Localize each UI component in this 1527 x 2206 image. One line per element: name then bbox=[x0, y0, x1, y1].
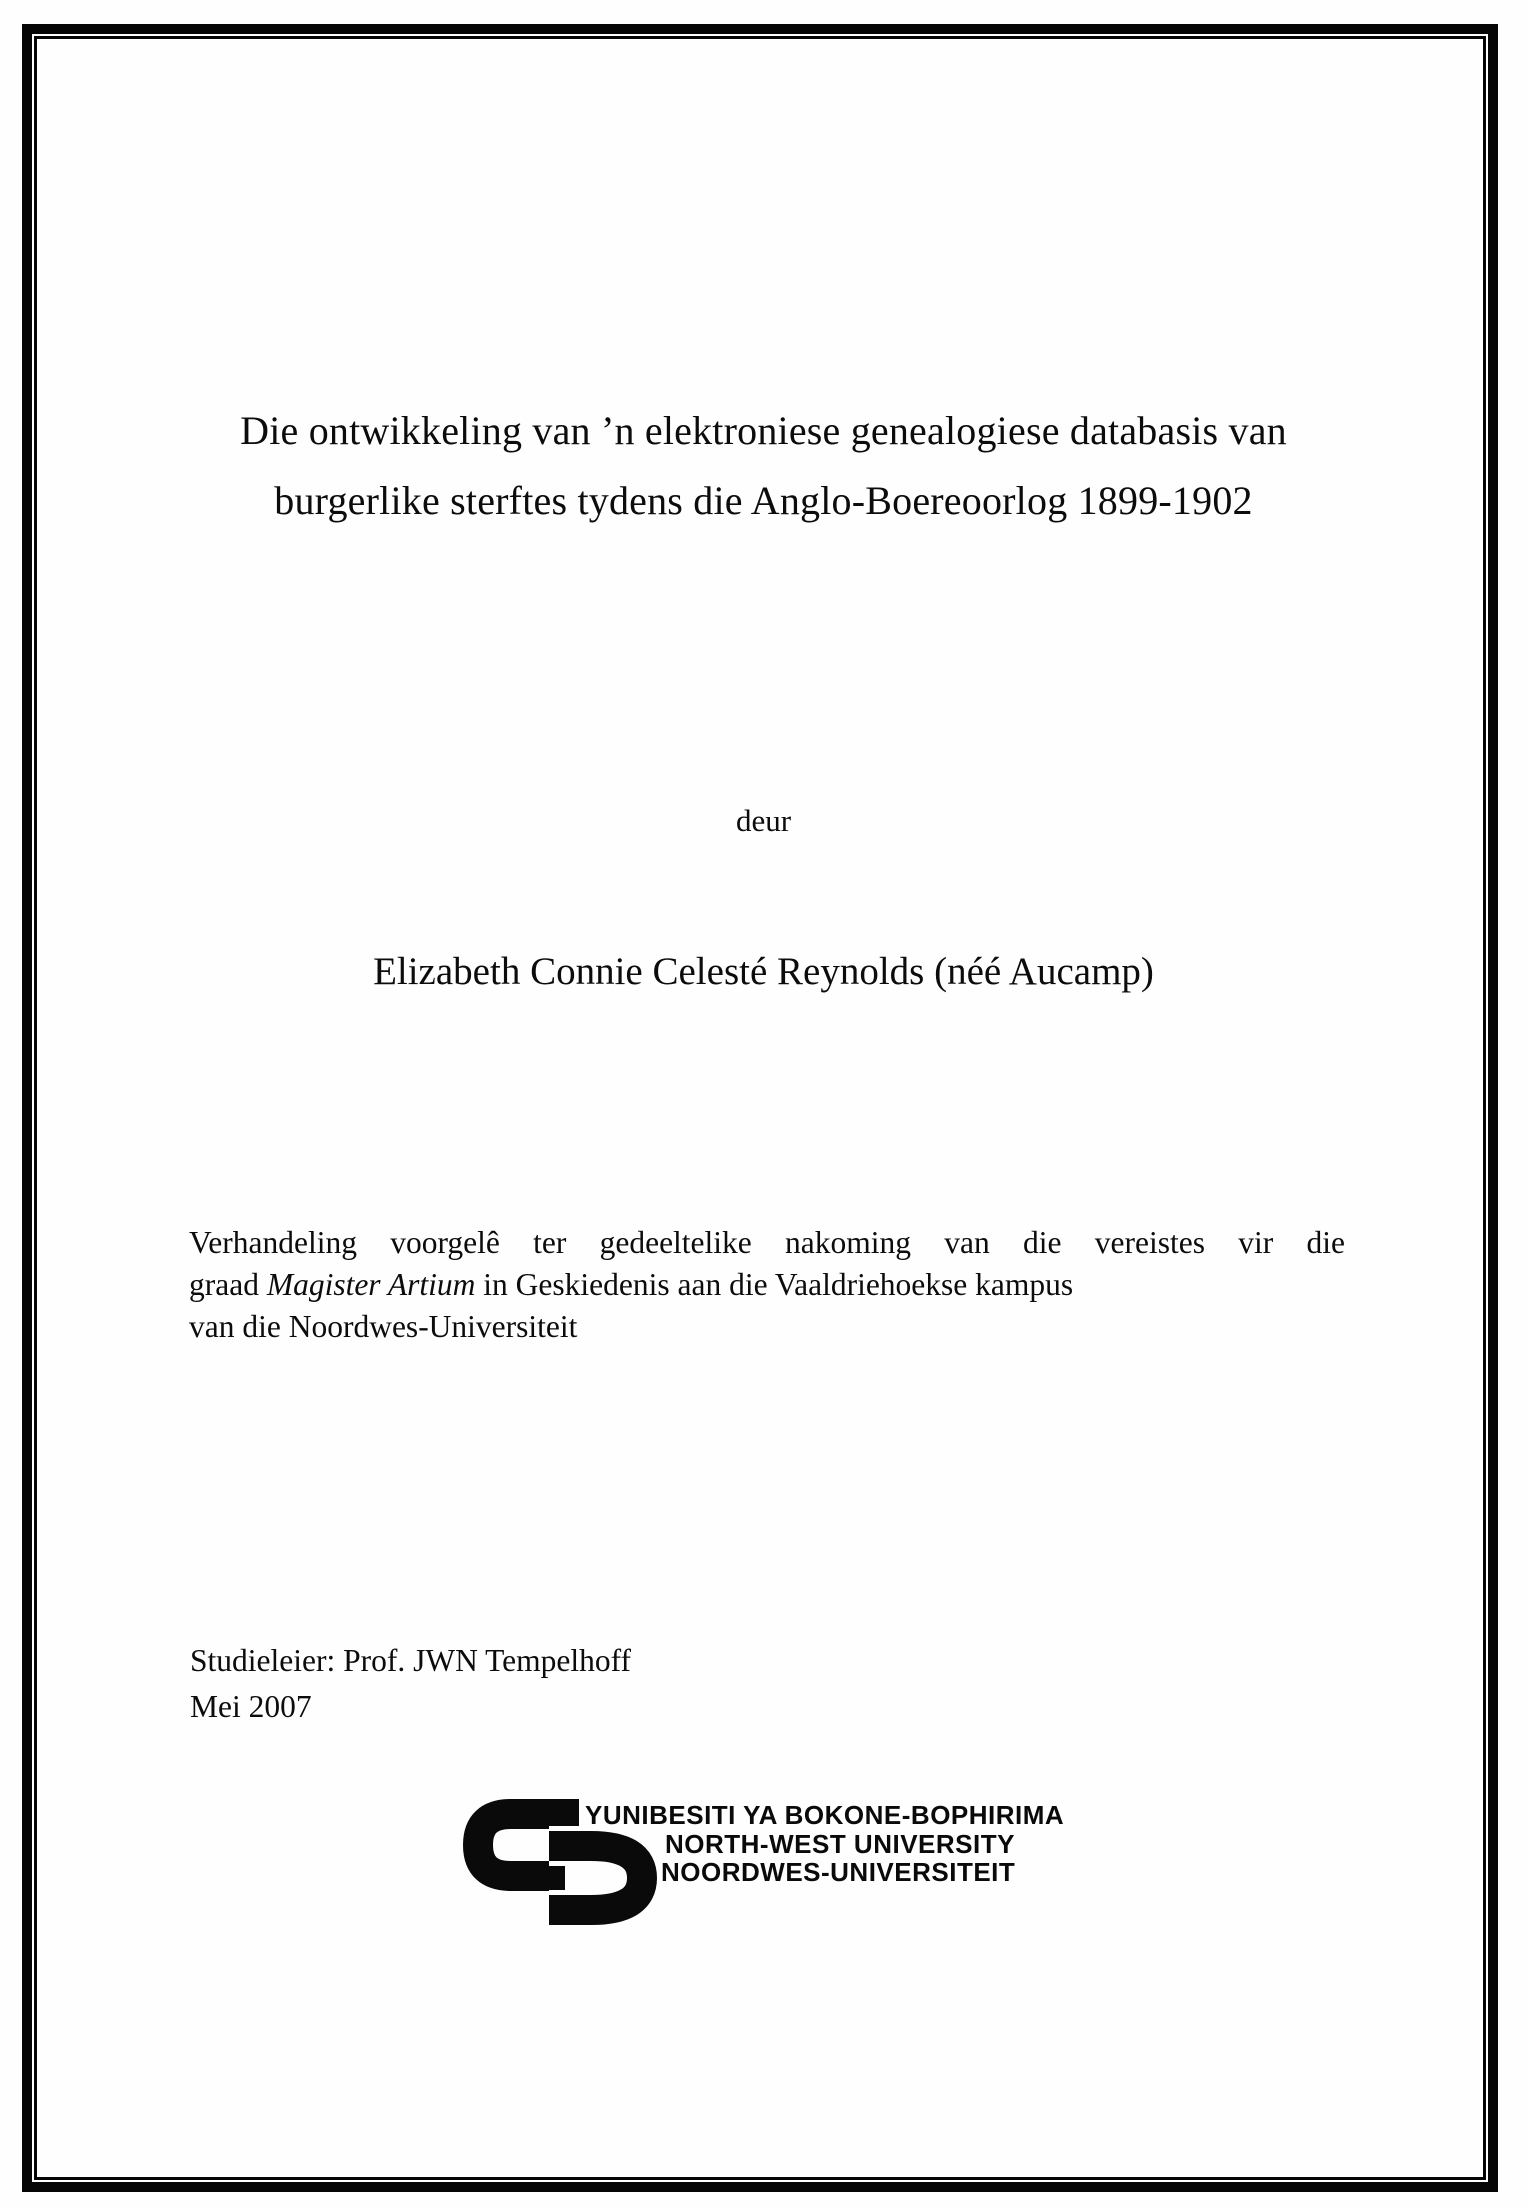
degree-statement-line3: van die Noordwes-Universiteit bbox=[189, 1309, 578, 1344]
degree-statement bbox=[189, 1222, 1345, 1348]
university-name-english: NORTH-WEST UNIVERSITY bbox=[665, 1828, 1015, 1859]
thesis-title-line2: burgerlike sterftes tydens die Anglo-Boereoorlog 1899-1902 bbox=[274, 478, 1253, 523]
university-name-setswana: YUNIBESITI YA BOKONE-BOPHIRIMA bbox=[585, 1800, 1065, 1830]
supervisor-line: Studieleier: Prof. JWN Tempelhoff bbox=[190, 1643, 632, 1678]
university-name-afrikaans: NOORDWES-UNIVERSITEIT bbox=[661, 1857, 1016, 1888]
degree-statement-line2 bbox=[189, 1264, 1345, 1306]
degree-statement-line2-suffix: in Geskiedenis aan die Vaaldriehoekse kampus bbox=[475, 1267, 1074, 1302]
degree-statement-line2-prefix: graad bbox=[189, 1267, 267, 1302]
author-name: Elizabeth Connie Celesté Reynolds (néé Aucamp) bbox=[373, 950, 1154, 993]
university-wordmark bbox=[585, 1801, 1064, 1887]
degree-statement-line1: Verhandeling voorgelê ter gedeeltelike nakoming van die vereistes vir die bbox=[189, 1225, 1345, 1260]
thesis-title bbox=[0, 396, 1527, 536]
degree-name: Magister Artium bbox=[266, 1267, 476, 1302]
thesis-title-line1: Die ontwikkeling van ’n elektroniese genealogiese databasis van bbox=[240, 408, 1287, 453]
byline: deur bbox=[735, 803, 792, 838]
date-line: Mei 2007 bbox=[190, 1689, 312, 1724]
supervisor-block bbox=[190, 1638, 631, 1730]
